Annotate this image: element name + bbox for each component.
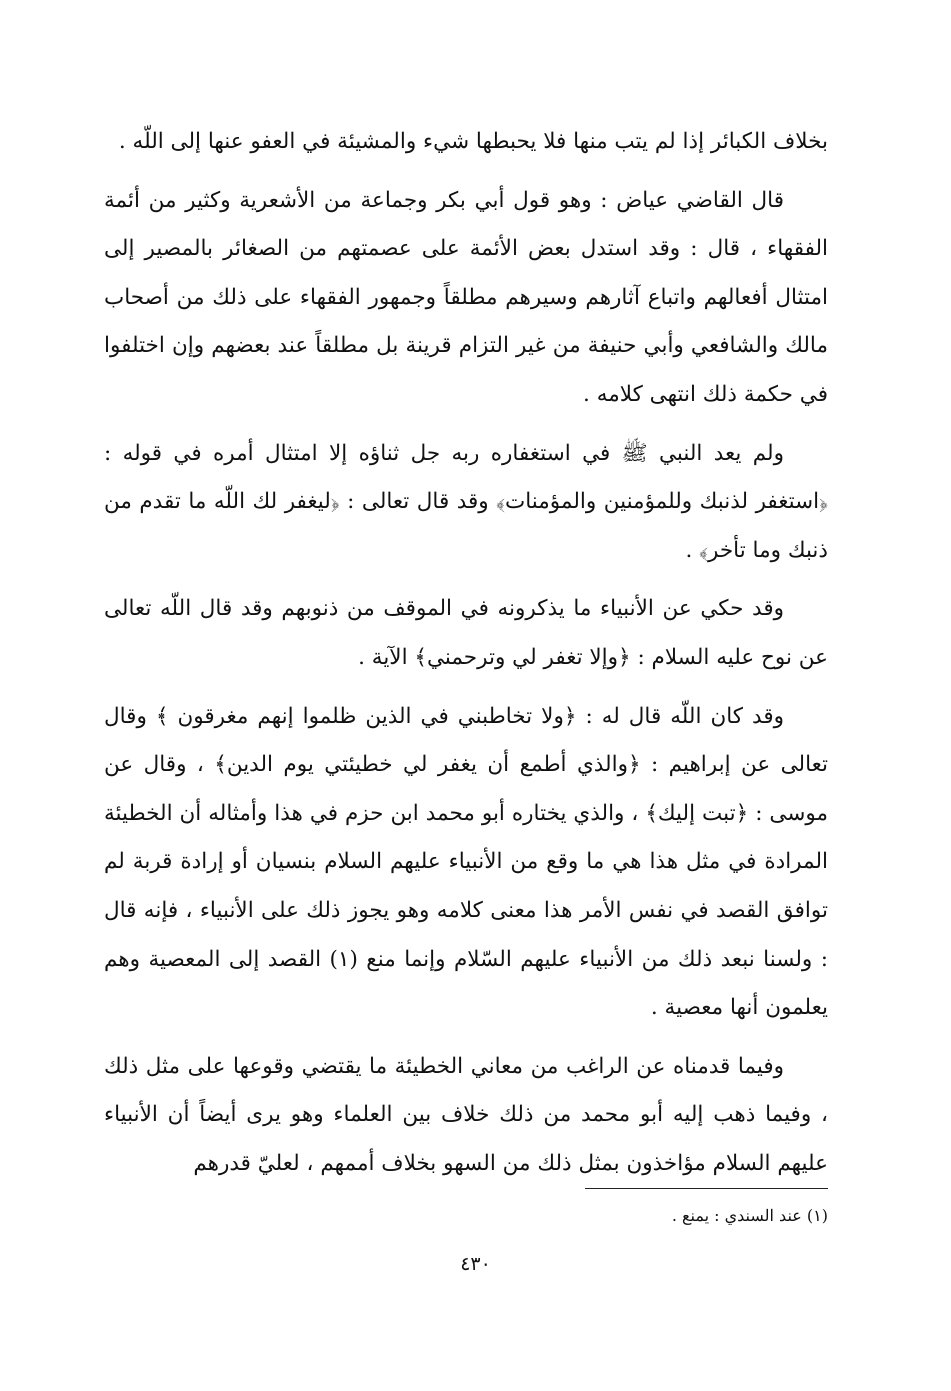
paragraph-6: وفيما قدمناه عن الراغب من معاني الخطيئة ما يقتضي وقوعها على مثل ذلك ، وفيما ذهب إليه أبو محمد من ذلك خلاف بين العلماء وهو يرى أيضاً أن الأنبياء عليهم السلام مؤاخذون بمثل ذلك من السهو بخلاف أممهم ، لعليّ قدرهم: [104, 1053, 828, 1176]
paragraph-5: وقد كان اللّه قال له : ﴿ولا تخاطبني في الذين ظلموا إنهم مغرقون ﴾ وقال تعالى عن إبراهيم : ﴿والذي أطمع أن يغفر لي خطيئتي يوم الدين﴾ ، وقال عن موسى : ﴿تبت إليك﴾ ، والذي يختاره أبو محمد ابن حزم في هذا وأمثاله أن الخطيئة المرادة في مثل هذا هي ما وقع من الأنبياء عليهم السلام بنسيان أو إرادة قربة لم توافق القصد في نفس الأمر هذا معنى كلامه وهو يجوز ذلك على الأنبياء ، فإنه قال : ولسنا نبعد ذلك من الأنبياء عليهم السّلام وإنما منع (١) القصد إلى المعصية وهم يعلمون أنها معصية .: [104, 703, 828, 1021]
paragraph-2: قال القاضي عياض : وهو قول أبي بكر وجماعة من الأشعرية وكثير من أئمة الفقهاء ، قال : وقد استدل بعض الأئمة على عصمتهم من الصغائر بالمصير إلى امتثال أفعالهم واتباع آثارهم وسيرهم مطلقاً وجمهور الفقهاء على ذلك من أصحاب مالك والشافعي وأبي حنيفة من غير التزام قرينة بل مطلقاً عند بعضهم وإن اختلفوا في حكمة ذلك انتهى كلامه .: [104, 187, 828, 407]
footnote: (١) عند السندي : يمنع .: [671, 1206, 828, 1225]
footnote-separator: [585, 1188, 828, 1189]
paragraph-4: وقد حكي عن الأنبياء ما يذكرونه في الموقف من ذنوبهم وقد قال اللّه تعالى عن نوح عليه السلام : ﴿وإلا تغفر لي وترحمني﴾ الآية .: [104, 596, 828, 670]
paragraph-1: بخلاف الكبائر إذا لم يتب منها فلا يحبطها شيء والمشيئة في العفو عنها إلى اللّه .: [118, 129, 828, 154]
paragraph-3: ولم يعد النبي ﷺ في استغفاره ربه جل ثناؤه إلا امتثال أمره في قوله : ﴿استغفر لذنبك وللمؤمنين والمؤمنات﴾ وقد قال تعالى : ﴿ليغفر لك اللّه ما تقدم من ذنبك وما تأخر﴾ .: [104, 440, 828, 563]
page-number: ٤٣٠: [460, 1253, 491, 1275]
main-text: [104, 118, 828, 1198]
